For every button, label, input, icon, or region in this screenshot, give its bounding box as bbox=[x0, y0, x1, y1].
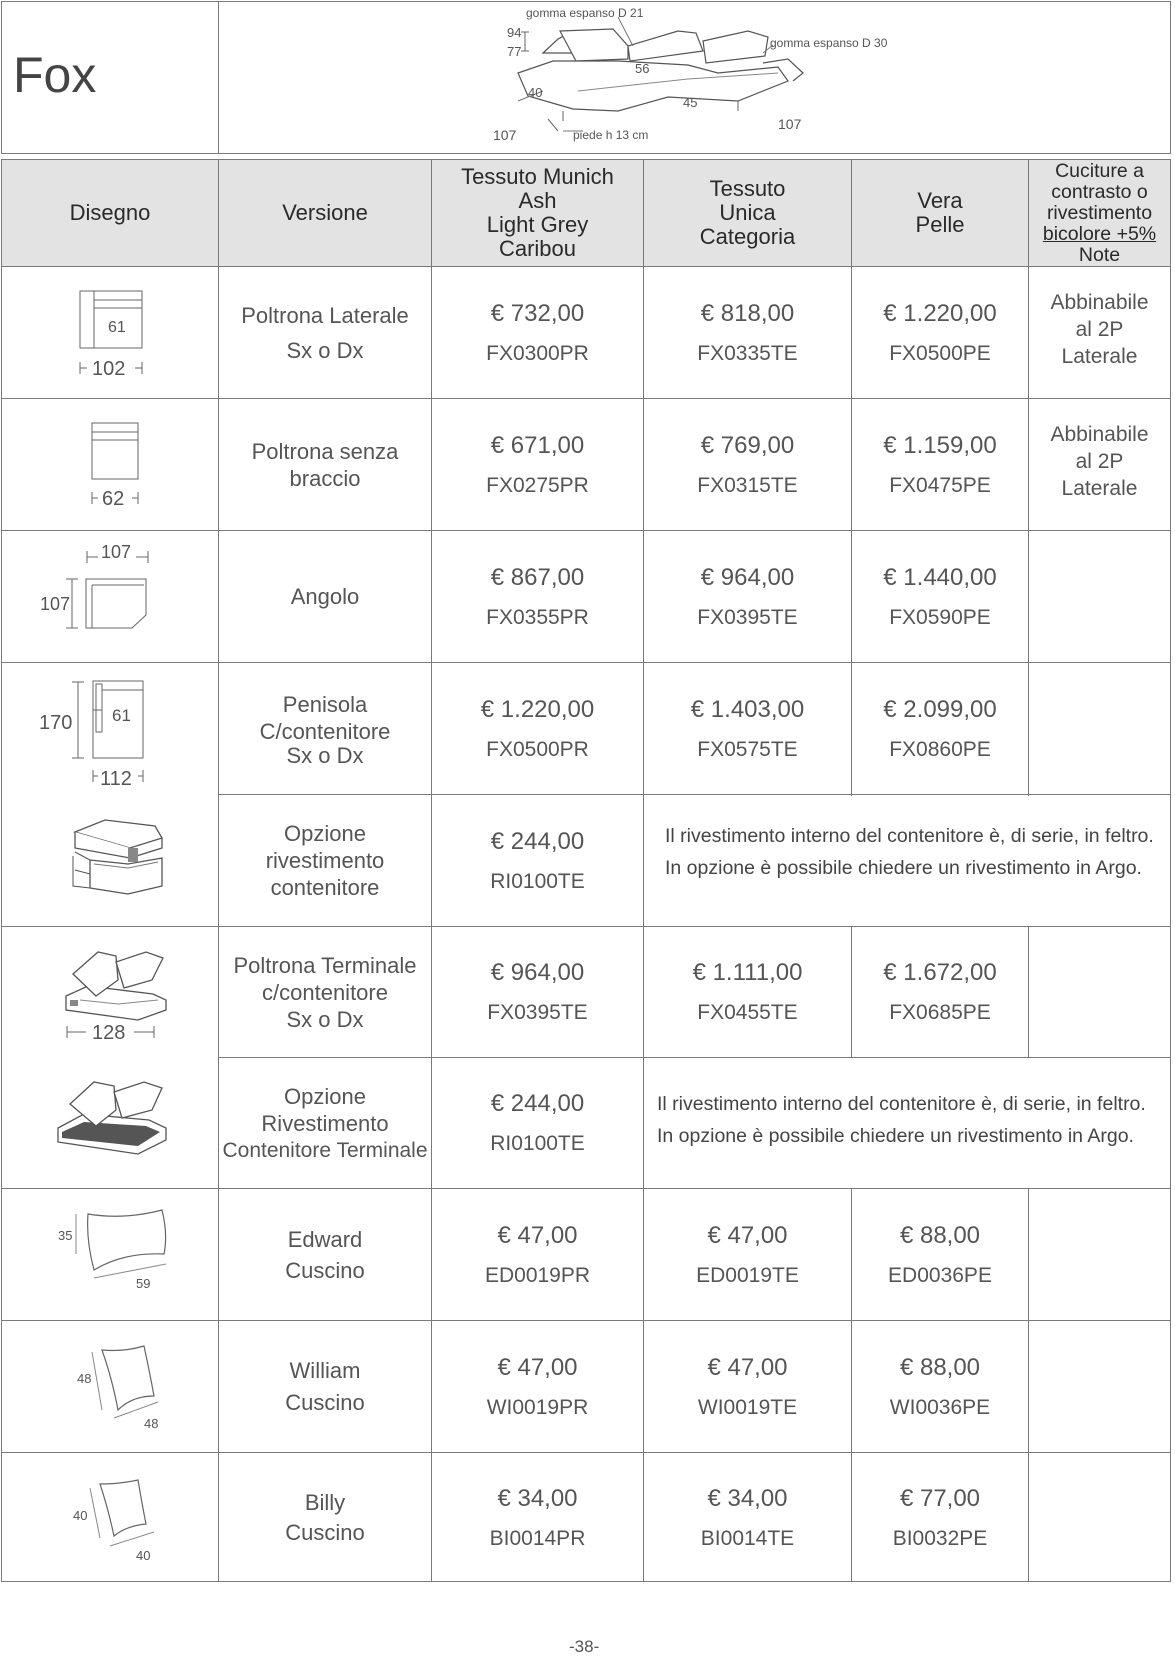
cushion-edward-icon bbox=[54, 1200, 174, 1295]
dim-label: 61 bbox=[108, 319, 126, 336]
dim-label: 170 bbox=[39, 712, 73, 734]
price-leather: € 2.099,00 FX0860PE bbox=[883, 695, 997, 761]
price-leather: € 88,00 ED0036PE bbox=[888, 1221, 992, 1287]
price-fabric1: € 964,00 FX0395TE bbox=[487, 959, 588, 1024]
cushion-billy-icon bbox=[70, 1470, 170, 1565]
row-note: Abbinabile al 2P Laterale bbox=[1050, 423, 1149, 500]
row-version: Angolo bbox=[290, 584, 360, 609]
dim-107-left: 107 bbox=[493, 127, 517, 143]
cushion-william-icon bbox=[74, 1338, 174, 1433]
dim-label: 35 bbox=[58, 1228, 73, 1243]
price-fabric1: € 34,00 BI0014PR bbox=[489, 1484, 586, 1550]
row-version: Billy Cuscino bbox=[285, 1489, 365, 1545]
dim-label: 112 bbox=[100, 768, 132, 790]
row-version: Opzione rivestimento contenitore bbox=[265, 821, 385, 900]
price-leather: € 1.159,00 FX0475PE bbox=[883, 431, 997, 497]
price-fabric1: € 244,00 RI0100TE bbox=[490, 827, 585, 893]
price-fabric1: € 1.220,00 FX0500PR bbox=[480, 695, 595, 761]
terminal-chair-icon bbox=[58, 944, 178, 1048]
sofa-overview-diagram bbox=[218, 1, 1171, 154]
col-header-fabric-munich: Tessuto Munich Ash Light Grey Caribou bbox=[461, 164, 614, 261]
dim-label: 107 bbox=[40, 594, 71, 614]
price-fabric1: € 671,00 FX0275PR bbox=[486, 431, 589, 497]
dim-94: 94 bbox=[507, 25, 522, 40]
price-leather: € 77,00 BI0032PE bbox=[892, 1484, 988, 1550]
row-version: Poltrona senza braccio bbox=[251, 438, 399, 491]
row-version: William Cuscino bbox=[285, 1357, 365, 1415]
price-fabric2: € 1.111,00 FX0455TE bbox=[692, 959, 803, 1024]
dim-label: 128 bbox=[92, 1022, 126, 1044]
col-header-fabric-unica: Tessuto Unica Categoria bbox=[699, 176, 796, 249]
corner-unit-icon bbox=[36, 543, 166, 633]
row-version: Penisola C/contenitore Sx o Dx bbox=[259, 691, 391, 768]
col-header-notes: Cuciture a contrasto o rivestimento bicolore +5% Note bbox=[1042, 159, 1157, 266]
dim-label: 48 bbox=[77, 1371, 92, 1386]
price-fabric2: € 47,00 ED0019TE bbox=[696, 1221, 799, 1287]
price-fabric1: € 47,00 ED0019PR bbox=[484, 1221, 591, 1287]
dim-label: 40 bbox=[73, 1508, 88, 1523]
chaise-longue-icon bbox=[36, 676, 166, 794]
price-fabric2: € 769,00 FX0315TE bbox=[697, 431, 798, 497]
price-fabric1: € 244,00 RI0100TE bbox=[490, 1090, 585, 1155]
col-header-version: Versione bbox=[282, 200, 368, 225]
row-version: Opzione Rivestimento Contenitore Terminale bbox=[222, 1083, 428, 1162]
page-number: -38- bbox=[569, 1637, 600, 1656]
dim-label: 40 bbox=[136, 1548, 151, 1563]
col-header-leather: Vera Pelle bbox=[915, 188, 965, 237]
lining-info-line2: In opzione è possibile chiedere un rivestimento in Argo. bbox=[657, 1125, 1134, 1147]
price-fabric1: € 732,00 FX0300PR bbox=[486, 299, 589, 365]
price-leather: € 88,00 WI0036PE bbox=[889, 1353, 991, 1419]
dim-label: 62 bbox=[102, 488, 125, 510]
dim-label: 61 bbox=[112, 706, 131, 725]
dim-56: 56 bbox=[635, 61, 650, 76]
armchair-side-icon bbox=[70, 288, 170, 383]
foot-label: piede h 13 cm bbox=[573, 128, 649, 142]
lining-info-line1: Il rivestimento interno del contenitore è, di serie, in feltro. bbox=[657, 1093, 1146, 1115]
foam-seat-label: gomma espanso D 30 bbox=[770, 36, 888, 50]
price-leather: € 1.440,00 FX0590PE bbox=[883, 563, 997, 629]
dim-40: 40 bbox=[528, 85, 543, 100]
price-fabric1: € 47,00 WI0019PR bbox=[486, 1353, 589, 1419]
dim-45: 45 bbox=[683, 95, 698, 110]
row-version: Poltrona Terminale c/contenitore Sx o Dx bbox=[233, 952, 417, 1032]
dim-77: 77 bbox=[507, 44, 522, 59]
col-header-drawing: Disegno bbox=[69, 200, 151, 225]
terminal-storage-icon bbox=[54, 1072, 174, 1162]
row-version: Poltrona Laterale Sx o Dx bbox=[241, 302, 409, 363]
row-version: Edward Cuscino bbox=[285, 1226, 365, 1283]
foam-back-label: gomma espanso D 21 bbox=[526, 6, 644, 20]
dim-label: 102 bbox=[92, 358, 126, 380]
price-fabric2: € 1.403,00 FX0575TE bbox=[690, 695, 805, 761]
row-note: Abbinabile al 2P Laterale bbox=[1050, 291, 1149, 368]
price-fabric2: € 34,00 BI0014TE bbox=[700, 1484, 795, 1550]
lining-info-line2: In opzione è possibile chiedere un rivestimento in Argo. bbox=[665, 857, 1142, 879]
dim-label: 48 bbox=[144, 1416, 159, 1431]
price-fabric1: € 867,00 FX0355PR bbox=[486, 563, 589, 629]
price-leather: € 1.672,00 FX0685PE bbox=[883, 959, 997, 1024]
dim-107-right: 107 bbox=[778, 116, 802, 132]
dim-label: 59 bbox=[136, 1276, 151, 1291]
price-leather: € 1.220,00 FX0500PE bbox=[883, 299, 997, 365]
dim-label: 107 bbox=[101, 542, 132, 562]
storage-open-icon bbox=[70, 812, 170, 902]
price-fabric2: € 964,00 FX0395TE bbox=[697, 563, 798, 629]
price-fabric2: € 818,00 FX0335TE bbox=[697, 299, 798, 365]
price-fabric2: € 47,00 WI0019TE bbox=[697, 1353, 798, 1419]
lining-info-line1: Il rivestimento interno del contenitore è, di serie, in feltro. bbox=[665, 825, 1154, 847]
armless-chair-icon bbox=[80, 420, 160, 515]
model-title: Fox bbox=[13, 47, 97, 103]
